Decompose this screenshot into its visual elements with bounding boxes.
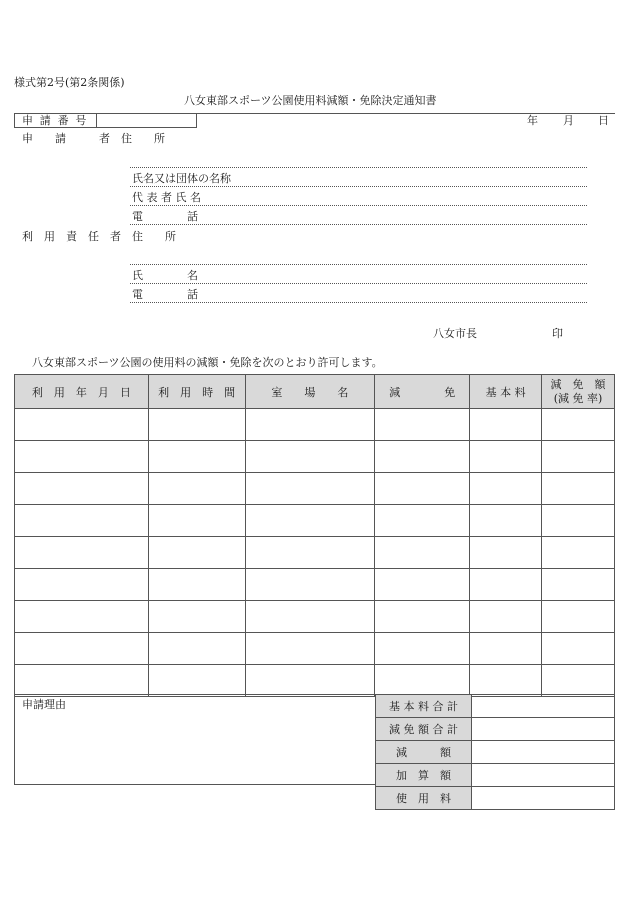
mayor-label: 八女市長 (433, 327, 477, 340)
col-header-date: 利 用 年 月 日 (15, 375, 149, 409)
reason-label: 申請理由 (22, 698, 66, 711)
summary-label: 加 算 額 (376, 764, 472, 787)
col-header-room: 室 場 名 (245, 375, 375, 409)
manager-address-line[interactable] (130, 264, 587, 265)
summary-value[interactable] (472, 695, 615, 718)
reduction-rate-label: (減 免 率) (553, 391, 603, 405)
summary-row (376, 787, 615, 810)
summary-label: 減 免 額 合 計 (376, 718, 472, 741)
manager-address-label: 利 用 責 任 者 住 所 (22, 230, 176, 243)
usage-table (14, 374, 615, 697)
representative-line[interactable] (130, 205, 587, 206)
applicant-phone-label: 電 話 (132, 210, 198, 223)
table-row (15, 569, 615, 601)
col-header-exemption: 減 免 (375, 375, 470, 409)
summary-value[interactable] (472, 764, 615, 787)
manager-name-line[interactable] (130, 283, 587, 284)
col-header-reduction (542, 375, 615, 409)
summary-table (375, 694, 615, 810)
manager-phone-line[interactable] (130, 302, 587, 303)
reason-box[interactable] (14, 694, 376, 785)
applicant-phone-line[interactable] (130, 224, 587, 225)
date-year-label: 年 (527, 114, 538, 127)
summary-label: 減 額 (376, 741, 472, 764)
summary-row (376, 695, 615, 718)
summary-label: 基 本 料 合 計 (376, 695, 472, 718)
summary-value[interactable] (472, 741, 615, 764)
table-row (15, 441, 615, 473)
form-id: 様式第2号(第2条関係) (14, 76, 125, 89)
app-no-right (196, 113, 197, 128)
manager-phone-label: 電 話 (132, 288, 198, 301)
application-number-field[interactable] (97, 114, 196, 127)
summary-row (376, 741, 615, 764)
table-row (15, 409, 615, 441)
table-row (15, 601, 615, 633)
applicant-name-line[interactable] (130, 186, 587, 187)
summary-label: 使 用 料 (376, 787, 472, 810)
table-row (15, 537, 615, 569)
date-month-label: 月 (563, 114, 574, 127)
applicant-address-line[interactable] (130, 167, 587, 168)
table-row (15, 665, 615, 697)
permission-statement: 八女東部スポーツ公園の使用料の減額・免除を次のとおり許可します。 (32, 356, 383, 369)
representative-label: 代 表 者 氏 名 (132, 191, 201, 204)
summary-row (376, 764, 615, 787)
manager-name-label: 氏 名 (132, 269, 198, 282)
date-day-label: 日 (598, 114, 609, 127)
summary-row (376, 718, 615, 741)
application-number-label: 申 請 番 号 (22, 114, 89, 127)
summary-value[interactable] (472, 718, 615, 741)
applicant-name-label: 氏名又は団体の名称 (132, 172, 231, 185)
seal-label: 印 (552, 327, 563, 340)
summary-value[interactable] (472, 787, 615, 810)
col-header-time: 利 用 時 間 (148, 375, 245, 409)
reduction-amount-label: 減 免 額 (550, 377, 606, 391)
table-row (15, 505, 615, 537)
table-row (15, 473, 615, 505)
col-header-base-fee: 基 本 料 (470, 375, 542, 409)
app-no-left (14, 113, 15, 128)
table-row (15, 633, 615, 665)
applicant-address-label: 申 請 者 住 所 (22, 132, 165, 145)
document-title: 八女東部スポーツ公園使用料減額・免除決定通知書 (184, 94, 437, 107)
app-no-bottom (14, 127, 197, 128)
